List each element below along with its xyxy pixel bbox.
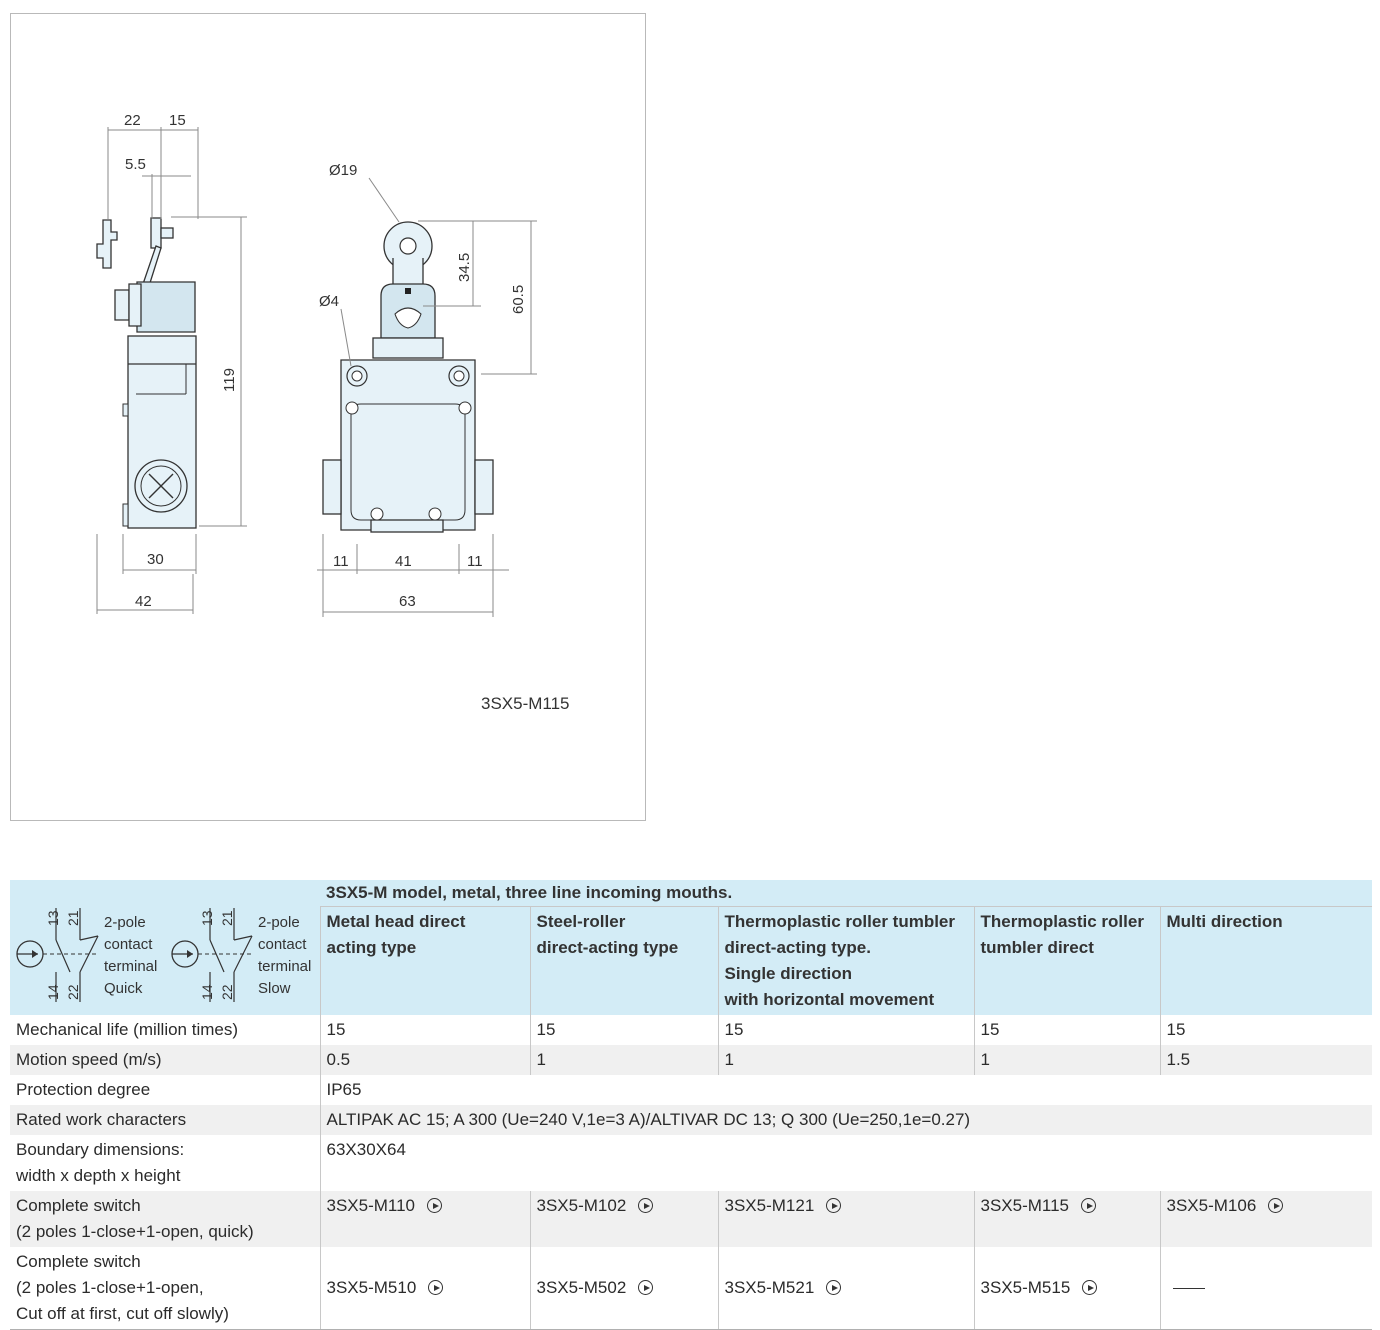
column-header-metal-head (320, 907, 530, 1016)
code-quick-2[interactable]: 3SX5-M102 (536, 1196, 627, 1215)
column-header-steel-roller (530, 907, 718, 1016)
cell-boundary-dimensions: 63X30X64 (320, 1135, 1372, 1191)
slow-symbol-caption (258, 912, 311, 1000)
code-quick-3[interactable]: 3SX5-M121 (724, 1196, 815, 1215)
row-label-mechanical-life: Mechanical life (million times) (16, 1020, 239, 1039)
cell-complete-slow-3[interactable] (718, 1247, 974, 1330)
arrow-circle-icon[interactable] (428, 1280, 443, 1295)
cell-complete-slow-5 (1160, 1247, 1372, 1330)
column-header-thermoplastic-single (718, 907, 974, 1016)
slow-terminal-13: 13 (199, 910, 215, 926)
dim-119: 119 (221, 368, 238, 392)
col3-line3: Single direction (724, 964, 853, 983)
slow-caption-line2: contact (258, 936, 307, 953)
quick-contact-symbol (17, 908, 98, 1002)
slow-caption-line1: 2-pole (258, 914, 300, 931)
column-header-multi-direction (1160, 907, 1372, 1016)
col1-line1: Metal head direct (326, 912, 466, 931)
side-plunger (97, 220, 117, 268)
dim-22: 22 (124, 112, 141, 129)
col2-line1: Steel-roller (536, 912, 626, 931)
cell-rated-work: ALTIPAK AC 15; A 300 (Ue=240 V,1e=3 A)/ALTIVAR DC 13; Q 300 (Ue=250,1e=0.27) (320, 1105, 1372, 1135)
col4-line1: Thermoplastic roller (980, 912, 1144, 931)
cell-complete-slow-1[interactable] (320, 1247, 530, 1330)
arrow-circle-icon[interactable] (638, 1280, 653, 1295)
col5-line1: Multi direction (1166, 912, 1283, 931)
quick-terminal-22: 22 (65, 984, 81, 1000)
cell-motion-speed-2: 1 (530, 1045, 718, 1075)
complete-quick-label-line2: (2 poles 1-close+1-open, quick) (16, 1222, 254, 1241)
row-label-protection-degree: Protection degree (16, 1080, 151, 1099)
col4-line2: tumbler direct (980, 938, 1094, 957)
code-slow-3[interactable]: 3SX5-M521 (724, 1278, 815, 1297)
complete-slow-label-line1: Complete switch (16, 1252, 141, 1271)
cell-motion-speed-3: 1 (718, 1045, 974, 1075)
side-head (137, 282, 195, 332)
slow-caption-line4: Slow (258, 980, 291, 997)
dim-11-left: 11 (333, 553, 349, 570)
side-roller (151, 218, 161, 248)
cell-mech-life-2: 15 (530, 1015, 718, 1045)
cell-mech-life-1: 15 (320, 1015, 530, 1045)
quick-symbol-caption (104, 912, 157, 1000)
boundary-label-line1: Boundary dimensions: (16, 1140, 185, 1159)
side-view (97, 112, 247, 614)
slow-terminal-22: 22 (219, 984, 235, 1000)
cell-mech-life-3: 15 (718, 1015, 974, 1045)
col3-line2: direct-acting type. (724, 938, 871, 957)
dim-30: 30 (147, 551, 164, 568)
dim-5-5: 5.5 (125, 156, 146, 173)
cell-complete-quick-1[interactable] (320, 1191, 530, 1247)
row-label-complete-quick (10, 1191, 320, 1247)
quick-terminal-14: 14 (45, 984, 61, 1000)
quick-caption-line1: 2-pole (104, 914, 146, 931)
slow-terminal-21: 21 (219, 910, 235, 926)
side-lever (143, 246, 161, 286)
slow-caption-line3: terminal (258, 958, 312, 975)
slow-contact-symbol (172, 908, 252, 1002)
code-slow-2[interactable]: 3SX5-M502 (536, 1278, 627, 1297)
quick-caption-line4: Quick (104, 980, 143, 997)
dim-63: 63 (399, 593, 416, 610)
code-slow-4[interactable]: 3SX5-M515 (980, 1278, 1071, 1297)
dim-60-5: 60.5 (510, 284, 527, 314)
front-conduit-right (475, 460, 493, 514)
arrow-circle-icon[interactable] (1268, 1198, 1283, 1213)
cell-motion-speed-1: 0.5 (320, 1045, 530, 1075)
col1-line2: acting type (326, 938, 417, 957)
row-complete-switch-quick (10, 1191, 1372, 1247)
complete-slow-label-line2: (2 poles 1-close+1-open, (16, 1278, 204, 1297)
front-conduit-left (323, 460, 341, 514)
quick-terminal-21: 21 (65, 910, 81, 926)
dim-phi4: Ø4 (319, 293, 340, 310)
cell-complete-quick-5[interactable] (1160, 1191, 1372, 1247)
drawing-panel (10, 13, 646, 821)
quick-caption-line3: terminal (104, 958, 158, 975)
dim-42: 42 (135, 593, 152, 610)
row-rated-work (10, 1105, 1372, 1135)
slow-terminal-14: 14 (199, 984, 215, 1000)
boundary-label-line2: width x depth x height (16, 1166, 181, 1185)
dim-41: 41 (395, 553, 412, 570)
front-neck (373, 338, 443, 358)
drawing-model-label: 3SX5-M115 (481, 694, 570, 713)
arrow-circle-icon[interactable] (826, 1198, 841, 1213)
cell-mech-life-4: 15 (974, 1015, 1160, 1045)
dim-phi19: Ø19 (329, 162, 358, 179)
front-roller-arm (393, 258, 423, 286)
quick-caption-line2: contact (104, 936, 153, 953)
col2-line2: direct-acting type (536, 938, 679, 957)
row-protection-degree (10, 1075, 1372, 1105)
row-mechanical-life (10, 1015, 1372, 1045)
contact-symbols-cell (10, 880, 320, 1015)
cell-complete-quick-4[interactable] (974, 1191, 1160, 1247)
dim-15: 15 (169, 112, 186, 129)
arrow-circle-icon[interactable] (427, 1198, 442, 1213)
front-base (371, 520, 443, 532)
table-header-title: 3SX5-M model, metal, three line incoming mouths. (320, 880, 1372, 907)
row-complete-switch-slow (10, 1247, 1372, 1330)
not-available-dash (1173, 1288, 1205, 1289)
row-label-rated-work: Rated work characters (16, 1110, 187, 1129)
complete-quick-label-line1: Complete switch (16, 1196, 141, 1215)
row-motion-speed (10, 1045, 1372, 1075)
cell-complete-slow-4[interactable] (974, 1247, 1160, 1330)
code-quick-1[interactable]: 3SX5-M110 (326, 1196, 416, 1215)
code-quick-5[interactable]: 3SX5-M106 (1166, 1196, 1257, 1215)
arrow-circle-icon[interactable] (1081, 1198, 1096, 1213)
col3-line1: Thermoplastic roller tumbler (724, 912, 955, 931)
cell-complete-slow-2[interactable] (530, 1247, 718, 1330)
cell-protection-degree: IP65 (320, 1075, 1372, 1105)
row-label-complete-slow (10, 1247, 320, 1330)
row-boundary-dimensions (10, 1135, 1372, 1191)
dim-11-right: 11 (467, 553, 483, 570)
complete-slow-label-line3: Cut off at first, cut off slowly) (16, 1304, 229, 1323)
spec-table (10, 880, 1372, 1330)
arrow-circle-icon[interactable] (638, 1198, 653, 1213)
code-quick-4[interactable]: 3SX5-M115 (980, 1196, 1070, 1215)
cell-motion-speed-4: 1 (974, 1045, 1160, 1075)
quick-terminal-13: 13 (45, 910, 61, 926)
row-label-boundary-dimensions (10, 1135, 320, 1191)
column-header-thermoplastic-direct (974, 907, 1160, 1016)
row-label-motion-speed: Motion speed (m/s) (16, 1050, 162, 1069)
cell-complete-quick-3[interactable] (718, 1191, 974, 1247)
arrow-circle-icon[interactable] (826, 1280, 841, 1295)
code-slow-1[interactable]: 3SX5-M510 (326, 1278, 417, 1297)
dim-34-5: 34.5 (456, 252, 473, 282)
side-roller-axle (161, 228, 173, 238)
side-head-knob (115, 290, 129, 320)
side-head-cap (129, 284, 141, 326)
cell-motion-speed-5: 1.5 (1160, 1045, 1372, 1075)
cell-complete-quick-2[interactable] (530, 1191, 718, 1247)
cell-mech-life-5: 15 (1160, 1015, 1372, 1045)
front-view (317, 162, 537, 617)
col3-line4: with horizontal movement (724, 990, 935, 1009)
arrow-circle-icon[interactable] (1082, 1280, 1097, 1295)
